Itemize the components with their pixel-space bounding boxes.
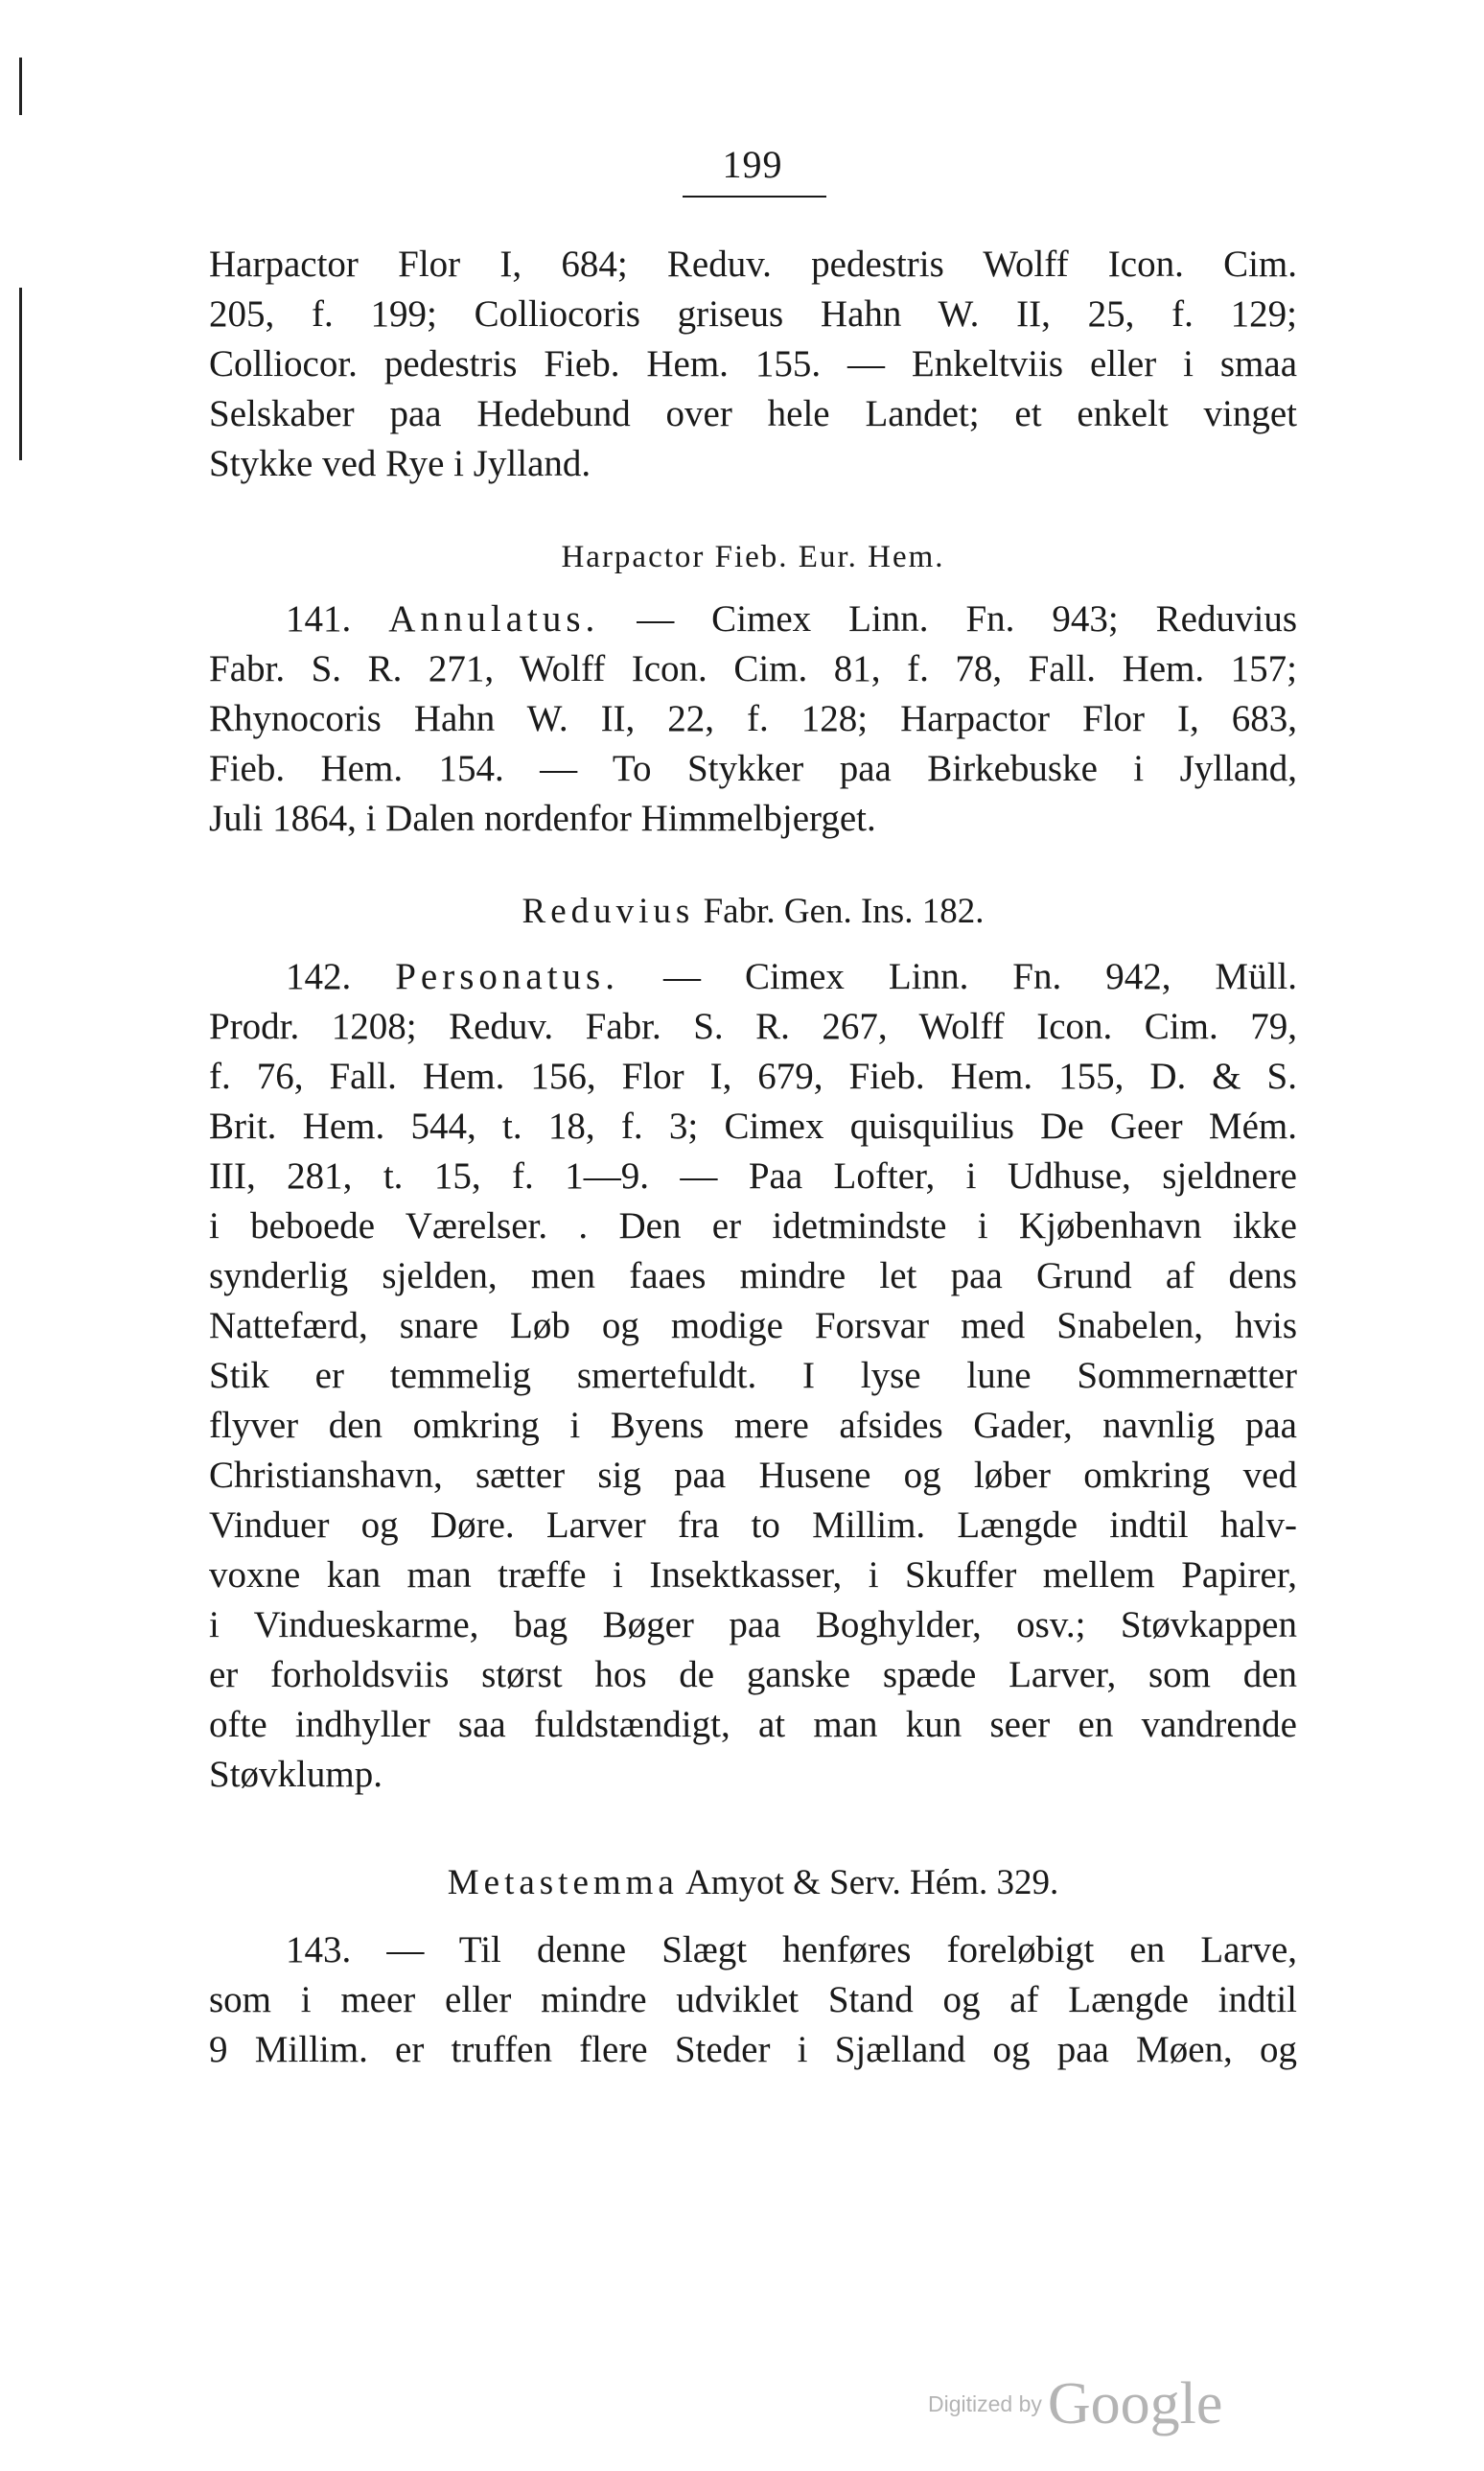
entry-143 (209, 1925, 1297, 2075)
google-watermark (928, 2370, 1222, 2438)
text-line: Stik er temmelig smertefuldt. I lyse lune Sommernætter (209, 1355, 1297, 1396)
genus-heading (209, 887, 1297, 937)
genus-name: Metastemma (447, 1863, 679, 1902)
genus-name: Reduvius (522, 892, 695, 931)
text-line: Colliocor. pedestris Fieb. Hem. 155. — Enkeltviis eller i smaa (209, 343, 1297, 385)
text-line: 205, f. 199; Colliocoris griseus Hahn W. II, 25, f. 129; (209, 293, 1297, 335)
text-line: Harpactor Flor I, 684; Reduv. pedestris Wolff Icon. Cim. (209, 244, 1297, 285)
entry-number: 143. (286, 1929, 352, 1970)
entry-line-rest: — Cimex Linn. Fn. 943; Reduvius (637, 598, 1298, 640)
text-line: Brit. Hem. 544, t. 18, f. 3; Cimex quisquilius De Geer Mém. (209, 1106, 1297, 1147)
text-line: voxne kan man træffe i Insektkasser, i Skuffer mellem Papirer, (209, 1554, 1297, 1596)
text-line: i beboede Værelser. . Den er idetmindste i Kjøbenhavn ikke (209, 1205, 1297, 1247)
text-line: 9 Millim. er truffen flere Steder i Sjælland og paa Møen, og (209, 2029, 1297, 2070)
text-line: Prodr. 1208; Reduv. Fabr. S. R. 267, Wolff Icon. Cim. 79, (209, 1006, 1297, 1047)
genus-heading-reduvius (209, 887, 1297, 937)
species-name: Annulatus. (388, 598, 600, 640)
genus-heading-harpactor (209, 532, 1297, 582)
text-line: synderlig sjelden, men faaes mindre let paa Grund af dens (209, 1255, 1297, 1296)
text-line: Selskaber paa Hedebund over hele Landet; et enkelt vinget (209, 393, 1297, 434)
entry-line-rest: — Til denne Slægt henføres foreløbigt en Larve, (386, 1929, 1298, 1970)
genus-heading (209, 1858, 1297, 1908)
text-line: Juli 1864, i Dalen nordenfor Himmelbjerget. (209, 798, 876, 839)
text-line: Fieb. Hem. 154. — To Stykker paa Birkebuske i Jylland, (209, 748, 1297, 789)
text-line: Stykke ved Rye i Jylland. (209, 443, 591, 484)
entry-142 (209, 952, 1297, 1800)
watermark-logo: Google (1047, 2371, 1223, 2436)
genus-heading: Harpactor Fieb. Eur. Hem. (561, 540, 945, 574)
page-number-rule (683, 196, 826, 198)
genus-reference: Fabr. Gen. Ins. 182. (703, 892, 985, 931)
entry-first-line (209, 594, 1297, 644)
genus-heading-metastemma (209, 1858, 1297, 1908)
text-line: Vinduer og Døre. Larver fra to Millim. Længde indtil halv- (209, 1504, 1297, 1546)
text-line: Nattefærd, snare Løb og modige Forsvar med Snabelen, hvis (209, 1305, 1297, 1346)
watermark-caption: Digitized by (928, 2391, 1042, 2416)
intro-paragraph (209, 240, 1297, 489)
text-line: flyver den omkring i Byens mere afsides Gader, navnlig paa (209, 1405, 1297, 1446)
entry-first-line (209, 1925, 1297, 1975)
text-line: Støvklump. (209, 1754, 383, 1795)
page-number: 199 (722, 143, 783, 186)
species-name: Personatus. (395, 956, 619, 997)
text-line: III, 281, t. 15, f. 1—9. — Paa Lofter, i Udhuse, sjeldnere (209, 1155, 1297, 1197)
entry-line-rest: — Cimex Linn. Fn. 942, Müll. (662, 956, 1298, 997)
text-line: Fabr. S. R. 271, Wolff Icon. Cim. 81, f. 78, Fall. Hem. 157; (209, 648, 1297, 689)
entry-141 (209, 594, 1297, 844)
entry-number: 142. (286, 956, 352, 997)
text-line: er forholdsviis størst hos de ganske spæde Larver, som den (209, 1654, 1297, 1695)
text-line: som i meer eller mindre udviklet Stand og af Længde indtil (209, 1979, 1297, 2020)
text-line: Christianshavn, sætter sig paa Husene og løber omkring ved (209, 1455, 1297, 1496)
text-line: ofte indhyller saa fuldstændigt, at man kun seer en vandrende (209, 1704, 1297, 1745)
genus-reference: Amyot & Serv. Hém. 329. (685, 1863, 1059, 1902)
scan-artifact-mark (19, 58, 22, 115)
text-line: Rhynocoris Hahn W. II, 22, f. 128; Harpactor Flor I, 683, (209, 698, 1297, 739)
text-line: f. 76, Fall. Hem. 156, Flor I, 679, Fieb. Hem. 155, D. & S. (209, 1056, 1297, 1097)
text-line: i Vindueskarme, bag Bøger paa Boghylder, osv.; Støvkappen (209, 1604, 1297, 1645)
scan-artifact-mark (19, 288, 22, 460)
entry-first-line (209, 952, 1297, 1002)
entry-number: 141. (286, 598, 352, 640)
